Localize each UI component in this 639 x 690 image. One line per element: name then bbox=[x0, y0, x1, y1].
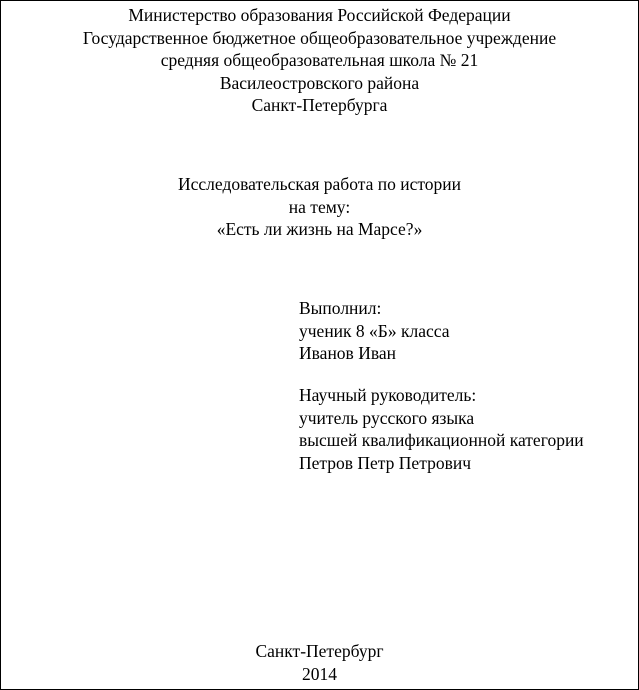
work-title bbox=[1, 173, 638, 241]
author-class: ученик 8 «Б» класса bbox=[299, 320, 450, 341]
work-type-line: Исследовательская работа по истории bbox=[178, 174, 461, 194]
institution-type-line: Государственное бюджетное общеобразовательное учреждение bbox=[82, 27, 557, 48]
page-footer bbox=[1, 640, 638, 685]
supervisor-block bbox=[299, 384, 584, 474]
author-block bbox=[299, 297, 450, 365]
school-name-line: средняя общеобразовательная школа № 21 bbox=[160, 50, 479, 70]
topic-line: «Есть ли жизнь на Марсе?» bbox=[216, 219, 423, 239]
supervisor-position: учитель русского языка bbox=[299, 407, 475, 428]
author-name: Иванов Иван bbox=[299, 343, 396, 363]
author-label: Выполнил: bbox=[299, 298, 382, 318]
ministry-line: Министерство образования Российской Федерации bbox=[128, 5, 511, 25]
supervisor-category: высшей квалификационной категории bbox=[299, 430, 584, 450]
district-line: Василеостровского района bbox=[219, 72, 420, 93]
topic-label-line: на тему: bbox=[288, 196, 351, 217]
supervisor-label: Научный руководитель: bbox=[299, 385, 477, 405]
footer-city: Санкт-Петербург bbox=[255, 641, 384, 661]
institution-header bbox=[1, 4, 638, 117]
supervisor-name: Петров Петр Петрович bbox=[299, 452, 471, 473]
city-line: Санкт-Петербурга bbox=[251, 95, 388, 115]
footer-year: 2014 bbox=[302, 663, 337, 684]
